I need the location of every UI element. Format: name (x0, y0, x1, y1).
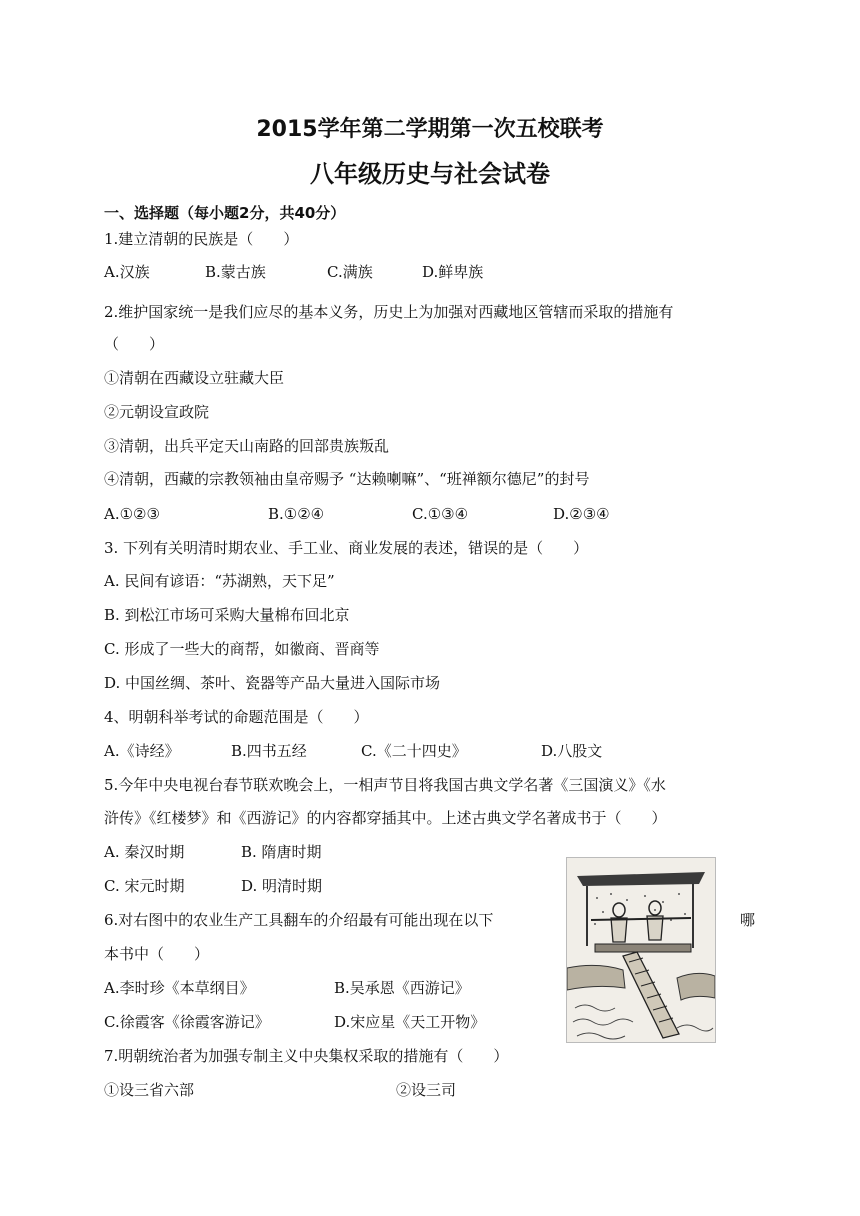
question-6-stem: 6.对右图中的农业生产工具翻车的介绍最有可能出现在以下 (104, 911, 494, 929)
question-2-stem: 2.维护国家统一是我们应尽的基本义务，历史上为加强对西藏地区管辖而采取的措施有 (104, 303, 674, 321)
question-5-option-c: C. 宋元时期 (104, 877, 185, 895)
question-1-stem: 1.建立清朝的民族是（ ） (104, 230, 299, 248)
question-6-option-a: A.李时珍《本草纲目》 (104, 979, 255, 997)
exam-subtitle: 八年级历史与社会试卷 (310, 160, 550, 188)
waterwheel-drawing (567, 858, 715, 1042)
question-6-option-b: B.吴承恩《西游记》 (334, 979, 470, 997)
question-1-option-c: C.满族 (327, 263, 373, 281)
question-4-option-c: C.《二十四史》 (361, 742, 467, 760)
question-5-option-b: B. 隋唐时期 (241, 843, 322, 861)
question-5-stem: 5.今年中央电视台春节联欢晚会上，一相声节目将我国古典文学名著《三国演义》《水 (104, 776, 666, 794)
question-5-option-d: D. 明清时期 (241, 877, 323, 895)
question-2-item-3: ③清朝，出兵平定天山南路的回部贵族叛乱 (104, 437, 390, 455)
question-3-option-b: B. 到松江市场可采购大量棉布回北京 (104, 606, 350, 624)
question-4-stem: 4、明朝科举考试的命题范围是（ ） (104, 708, 369, 726)
question-2-option-b: B.①②④ (268, 505, 325, 523)
question-2-option-d: D.②③④ (553, 505, 610, 523)
question-6-option-d: D.宋应星《天工开物》 (334, 1013, 486, 1031)
exam-title: 2015学年第二学期第一次五校联考 (256, 117, 604, 142)
question-7-item-1: ①设三省六部 (104, 1081, 195, 1099)
question-3-stem: 3. 下列有关明清时期农业、手工业、商业发展的表述，错误的是（ ） (104, 539, 589, 557)
section-heading: 一、选择题（每小题2分，共40分） (104, 204, 346, 222)
question-2-option-c: C.①③④ (412, 505, 469, 523)
question-3-option-a: A. 民间有谚语：“苏湖熟，天下足” (104, 572, 335, 590)
question-4-option-b: B.四书五经 (231, 742, 307, 760)
question-2-stem-cont: （ ） (104, 335, 165, 353)
question-6-stem-cont: 本书中（ ） (104, 945, 210, 963)
question-2-option-a: A.①②③ (104, 505, 160, 523)
waterwheel-illustration (566, 857, 716, 1043)
question-1-option-b: B.蒙古族 (205, 263, 266, 281)
question-5-option-a: A. 秦汉时期 (104, 843, 185, 861)
question-4-option-a: A.《诗经》 (104, 742, 180, 760)
question-3-option-c: C. 形成了一些大的商帮，如徽商、晋商等 (104, 640, 380, 658)
question-7-item-2: ②设三司 (396, 1081, 457, 1099)
question-4-option-d: D.八股文 (541, 742, 603, 760)
question-6-option-c: C.徐霞客《徐霞客游记》 (104, 1013, 270, 1031)
question-3-option-d: D. 中国丝绸、茶叶、瓷器等产品大量进入国际市场 (104, 674, 441, 692)
question-6-stem-tail: 哪 (740, 911, 756, 929)
question-7-stem: 7.明朝统治者为加强专制主义中央集权采取的措施有（ ） (104, 1047, 509, 1065)
question-2-item-2: ②元朝设宣政院 (104, 403, 210, 421)
question-2-item-1: ①清朝在西藏设立驻藏大臣 (104, 369, 285, 387)
question-1-option-a: A.汉族 (104, 263, 150, 281)
question-2-item-4: ④清朝，西藏的宗教领袖由皇帝赐予 “达赖喇嘛”、“班禅额尔德尼”的封号 (104, 470, 590, 488)
question-1-option-d: D.鲜卑族 (422, 263, 484, 281)
question-5-stem-cont: 浒传》《红楼梦》和《西游记》的内容都穿插其中。上述古典文学名著成书于（ ） (104, 809, 667, 827)
